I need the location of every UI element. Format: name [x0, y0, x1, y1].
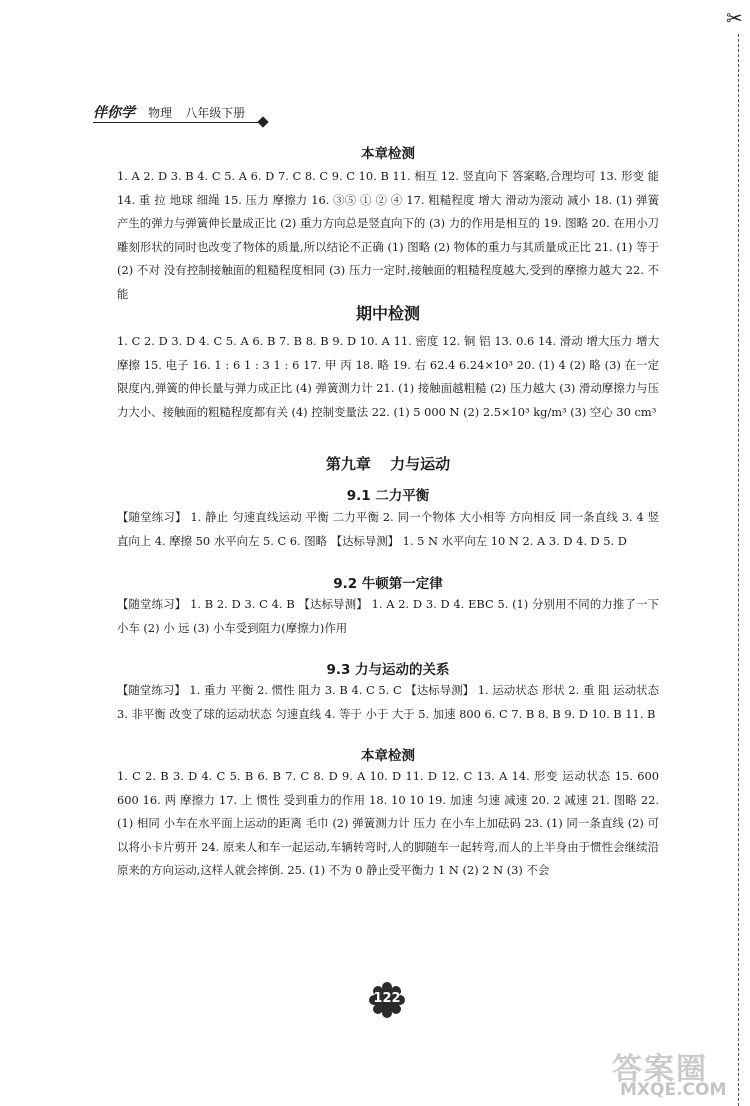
ch9-review-title: 本章检测	[361, 748, 415, 764]
ch8-review-title: 本章检测	[361, 146, 415, 162]
brand-logo: 伴你学	[93, 105, 135, 121]
scissors-icon: ✂	[726, 6, 743, 30]
s92-title: 9.2 牛顿第一定律	[333, 576, 443, 592]
midterm-text: 1. C 2. D 3. D 4. C 5. A 6. B 7. B 8. B 9. D 10. A 11. 密度 12. 铜 铝 13. 0.6 14. 滑动 增大压力 增大摩擦 15. 电子 16. 1 : 6 1 : 3 1 : 6 17. 甲 丙 18. 略 19. 右 62.4 6.24×10³ 20. (1) 4 (2) 略 (3) 在一定限度内,弹簧的伸长量与弹力成正比 (4) 弹簧测力计 21. (1) 接触面越粗糙 (2) 压力越大 (3) 滑动摩擦力与压力大小、接触面的粗糙程度都有关 (4) 控制变量法 22. (1) 5 000 N (2) 2.5×10³ kg/m³ (3) 空心 30 cm³	[117, 334, 659, 419]
midterm-title: 期中检测	[355, 304, 420, 323]
s92-answers	[117, 593, 659, 640]
chapter9-title: 第九章 力与运动	[325, 455, 451, 473]
header-rule	[93, 122, 263, 123]
cut-line	[738, 34, 739, 1106]
watermark-url: MXQE.COM	[620, 1080, 727, 1100]
s91-text: 【随堂练习】 1. 静止 匀速直线运动 平衡 二力平衡 2. 同一个物体 大小相等 方向相反 同一条直线 3. 4 竖直向上 4. 摩擦 50 水平向左 5. C 6. 图略 【达标导测】 1. 5 N 水平向左 10 N 2. A 3. D 4. D 5. D	[117, 510, 659, 548]
s91-title: 9.1 二力平衡	[346, 488, 430, 504]
ch9-review-answers	[117, 765, 659, 883]
subject-label: 物理	[148, 106, 173, 120]
watermark-logo: 答案圈	[612, 1052, 708, 1087]
midterm-answers	[117, 330, 659, 424]
header-diamond-icon	[257, 116, 268, 127]
s93-answers	[117, 679, 659, 726]
page-number-badge	[369, 982, 405, 1018]
s91-answers	[117, 506, 659, 553]
ch9-review-text: 1. C 2. B 3. D 4. C 5. B 6. B 7. C 8. D 9. A 10. D 11. D 12. C 13. A 14. 形变 运动状态 15. 600 600 16. 两 摩擦力 17. 上 惯性 受到重力的作用 18. 10 10 19. 加速 匀速 减速 20. 2 减速 21. 图略 22. (1) 相同 小车在水平面上运动的距离 毛巾 (2) 弹簧测力计 压力 在小车上加砝码 23. (1) 同一条直线 (2) 可以将小卡片剪开 24. 原来人和车一起运动,车辆转弯时,人的脚随车一起转弯,而人的上半身由于惯性会继续沿原来的方向运动,这样人就会摔倒. 25. (1) 不为 0 静止受平衡力 1 N (2) 2 N (3) 不会	[117, 769, 659, 878]
s93-title: 9.3 力与运动的关系	[326, 662, 450, 678]
grade-label: 八年级下册	[185, 106, 246, 120]
page-header	[93, 102, 273, 126]
s92-text: 【随堂练习】 1. B 2. D 3. C 4. B 【达标导测】 1. A 2. D 3. D 4. EBC 5. (1) 分别用不同的力推了一下小车 (2) 小 远 (3) 小车受到阻力(摩擦力)作用	[117, 597, 659, 635]
ch8-review-text: 1. A 2. D 3. B 4. C 5. A 6. D 7. C 8. C 9. C 10. B 11. 相互 12. 竖直向下 答案略,合理均可 13. 形变 能 14. 重 拉 地球 细绳 15. 压力 摩擦力 16. ③⑤ ① ② ④ 17. 粗糙程度 增大 滑动为滚动 减小 18. (1) 弹簧产生的弹力与弹簧伸长量成正比 (2) 重力方向总是竖直向下的 (3) 力的作用是相互的 19. 图略 20. 在用小刀雕刻形状的同时也改变了物体的质量,所以结论不正确 (1) 图略 (2) 物体的重力与其质量成正比 21. (1) 等于 (2) 不对 没有控制接触面的粗糙程度相同 (3) 压力一定时,接触面的粗糙程度越大,受到的摩擦力越大 22. 不能	[117, 169, 659, 301]
page-number: 122	[373, 991, 401, 1006]
s93-text: 【随堂练习】 1. 重力 平衡 2. 惯性 阻力 3. B 4. C 5. C 【达标导测】 1. 运动状态 形状 2. 重 阻 运动状态 3. 非平衡 改变了球的运动状态 匀速直线 4. 等于 小于 大于 5. 加速 800 6. C 7. B 8. B 9. D 10. B 11. B	[117, 683, 659, 721]
ch8-review-answers	[117, 165, 659, 307]
